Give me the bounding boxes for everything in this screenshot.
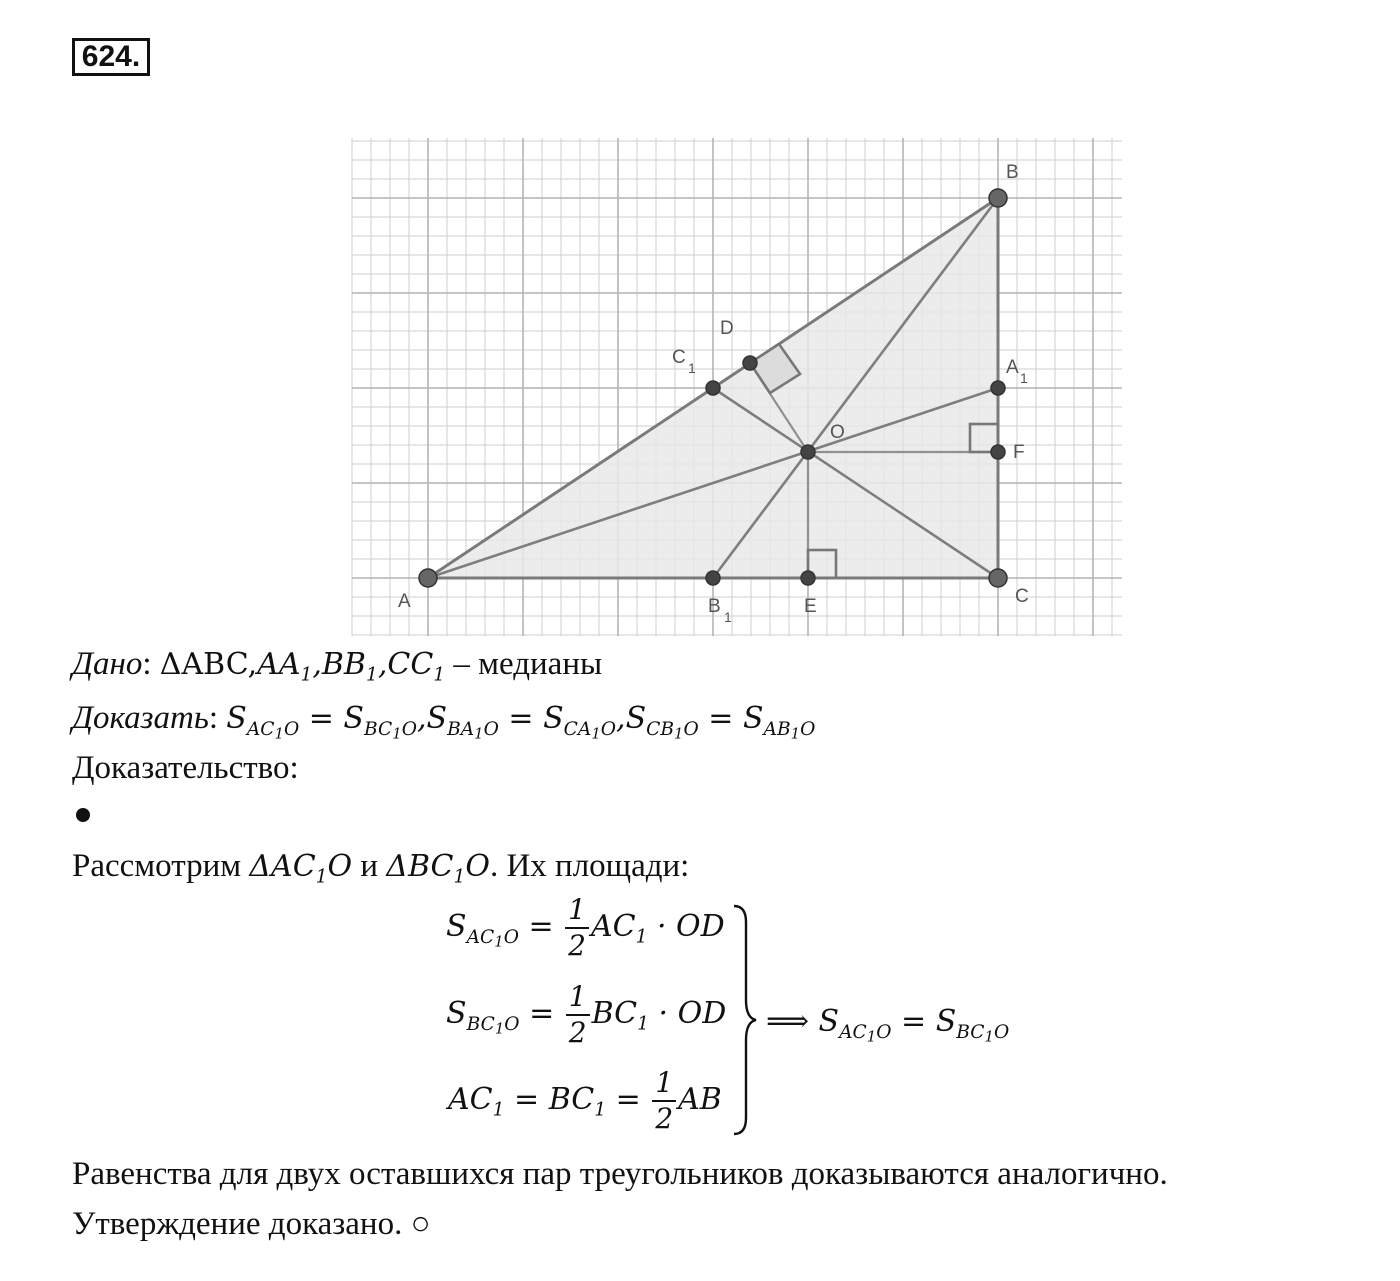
label-f: F: [1013, 442, 1025, 463]
label-a: A: [398, 591, 411, 612]
point-a1: [991, 381, 1005, 395]
given-label: Дано: [72, 646, 143, 682]
area-equation-ac1o: $S_{AC_1O}$ = $\frac{1}{2}$ $AC_1$ · OD: [446, 893, 725, 962]
point-d: [743, 356, 757, 370]
proof-heading: Доказательство:: [72, 750, 299, 786]
point-a: [419, 569, 437, 587]
problem-number: 624.: [72, 38, 150, 76]
label-b: B: [1006, 162, 1019, 183]
given-suffix: – медианы: [445, 646, 603, 682]
label-b1: B: [708, 596, 721, 617]
label-d: D: [720, 318, 734, 339]
remaining-pairs-line: Равенства для двух оставшихся пар треугольников доказываются аналогично.: [72, 1156, 1168, 1192]
segment-equation: $AC_1 = BC_1$ = $\frac{1}{2}$ AB: [448, 1066, 722, 1135]
conclusion-line: Утверждение доказано. ○: [72, 1206, 431, 1242]
point-f: [991, 445, 1005, 459]
label-a1-sub: 1: [1020, 370, 1028, 386]
right-brace: [730, 900, 760, 1140]
conclusion-equation: ⟹ $S_{AC_1O} = S_{BC_1O}$: [766, 1004, 1010, 1046]
area-equation-bc1o: $S_{BC_1O}$ = $\frac{1}{2}$ $BC_1$ · OD: [446, 980, 727, 1049]
bullet-icon: [76, 808, 90, 822]
point-c: [989, 569, 1007, 587]
label-o: O: [830, 422, 845, 443]
point-c1: [706, 381, 720, 395]
point-e: [801, 571, 815, 585]
label-b1-sub: 1: [724, 609, 732, 625]
label-c1: C: [672, 347, 686, 368]
consider-line: Рассмотрим $\Delta AC_1O$ и $\Delta BC_1O$. Их площади:: [72, 848, 690, 888]
point-b: [989, 189, 1007, 207]
label-e: E: [804, 596, 817, 617]
point-b1: [706, 571, 720, 585]
given-triangle: ΔABC,: [159, 647, 258, 682]
label-c1-sub: 1: [688, 360, 696, 376]
label-c: C: [1015, 586, 1029, 607]
label-a1: A: [1006, 357, 1019, 378]
prove-label: Доказать: [72, 700, 209, 736]
prove-formula: $S_{AC_1O} = S_{BC_1O},S_{BA_1O} = S_{CA_1O},S_{CB_1O} = S_{AB_1O}$: [226, 701, 816, 743]
point-o: [801, 445, 815, 459]
prove-line: Доказать: $S_{AC_1O} = S_{BC_1O},S_{BA_1O} = S_{CA_1O},S_{CB_1O} = S_{AB_1O}$: [72, 700, 816, 743]
given-line: Дано: $\Delta ABC,AA_1,BB_1,CC_1$ – медианы: [72, 646, 603, 686]
